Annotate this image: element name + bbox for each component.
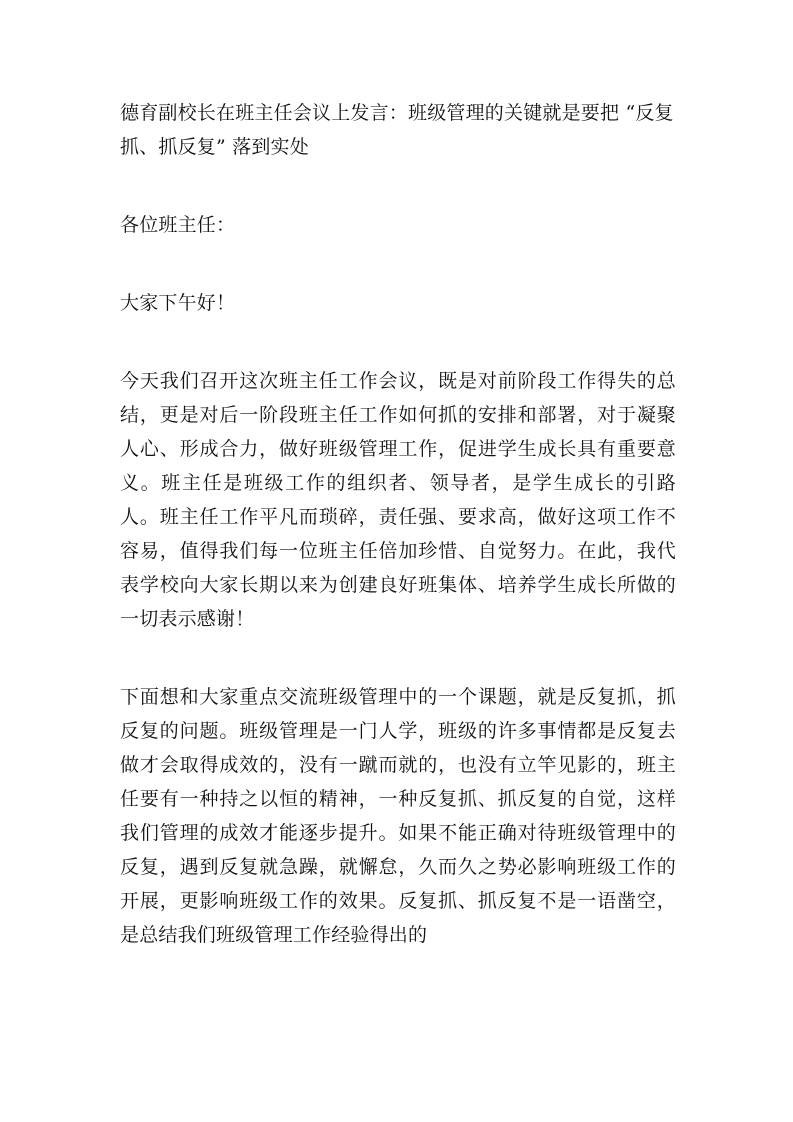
greeting: 大家下午好！ [120, 292, 236, 314]
document-body [120, 96, 676, 952]
paragraph-topic: 下面想和大家重点交流班级管理中的一个课题，就是反复抓，抓反复的问题。班级管理是一门人学，班级的许多事情都是反复去做才会取得成效的，没有一蹴而就的，也没有立竿见影的，班主任要有一种持之以恒的精神，一种反复抓、抓反复的自觉，这样我们管理的成效才能逐步提升。如果不能正确对待班级管理中的反复，遇到反复就急躁，就懈怠，久而久之势必影响班级工作的开展，更影响班级工作的效果。反复抓、抓反复不是一语凿空，是总结我们班级管理工作经验得出的 [120, 686, 676, 946]
paragraph-opening: 今天我们召开这次班主任工作会议，既是对前阶段工作得失的总结，更是对后一阶段班主任工作如何抓的安排和部署，对于凝聚人心、形成合力，做好班级管理工作，促进学生成长具有重要意义。班主任是班级工作的组织者、领导者，是学生成长的引路人。班主任工作平凡而琐碎，责任强、要求高，做好这项工作不容易，值得我们每一位班主任倍加珍惜、自觉努力。在此，我代表学校向大家长期以来为创建良好班集体、培养学生成长所做的一切表示感谢！ [120, 370, 676, 630]
document-title: 德育副校长在班主任会议上发言：班级管理的关键就是要把 “反复抓、抓反复” 落到实处 [120, 102, 674, 158]
salutation: 各位班主任： [120, 214, 236, 236]
